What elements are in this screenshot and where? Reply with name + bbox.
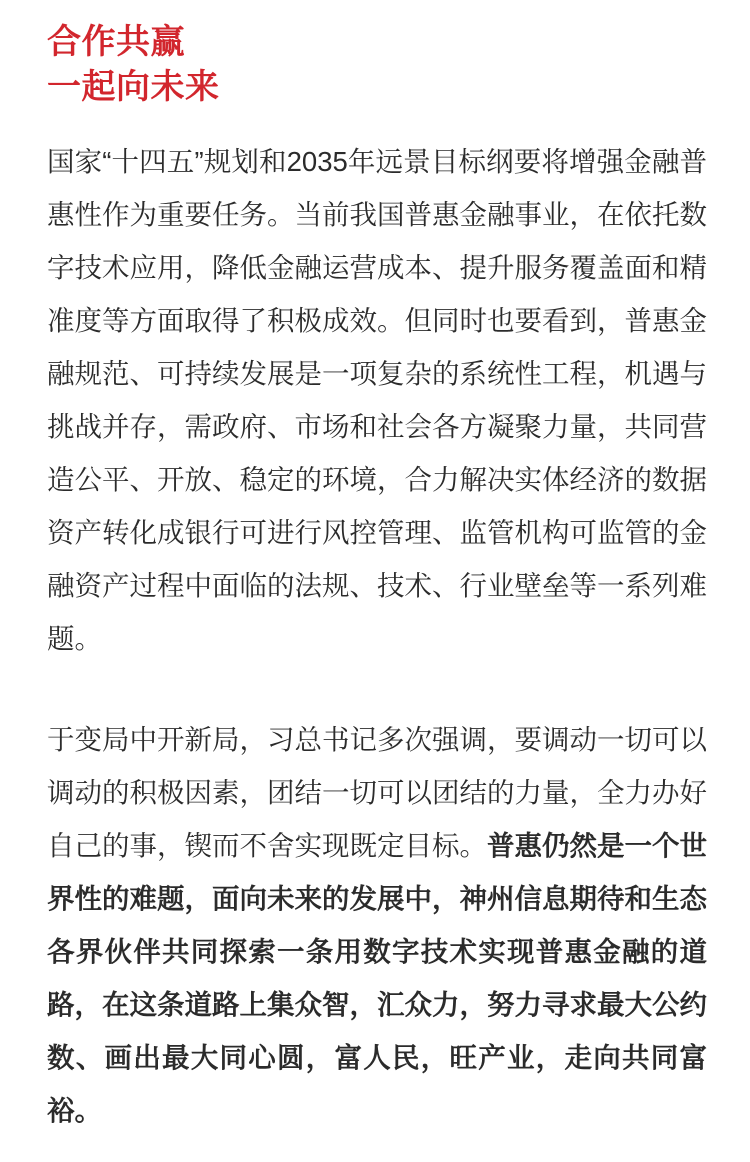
title-line-1: 合作共赢 xyxy=(47,23,185,61)
title-line-2: 一起向未来 xyxy=(47,68,220,106)
paragraph-1: 国家“十四五”规划和2035年远景目标纲要将增强金融普惠性作为重要任务。当前我国普惠金融事业，在依托数字技术应用，降低金融运营成本、提升服务覆盖面和精准度等方面取得了积极成效。但同时也要看到，普惠金融规范、可持续发展是一项复杂的系统性工程，机遇与挑战并存，需政府、市场和社会各方凝聚力量，共同营造公平、开放、稳定的环境，合力解决实体经济的数据资产转化成银行可进行风控管理、监管机构可监管的金融资产过程中面临的法规、技术、行业壁垒等一系列难题。 xyxy=(47,146,707,654)
paragraph-2 xyxy=(47,713,707,1137)
paragraph-2-normal-text: 于变局中开新局，习总书记多次强调，要调动一切可以调动的积极因素，团结一切可以团结的力量，全力办好自己的事，锲而不舍实现既定目标。 xyxy=(47,724,707,861)
article-title xyxy=(47,20,707,110)
paragraph-2-bold-text: 普惠仍然是一个世界性的难题，面向未来的发展中，神州信息期待和生态各界伙伴共同探索一条用数字技术实现普惠金融的道路，在这条道路上集众智，汇众力，努力寻求最大公约数、画出最大同心圆，富人民，旺产业，走向共同富裕。 xyxy=(47,830,707,1126)
